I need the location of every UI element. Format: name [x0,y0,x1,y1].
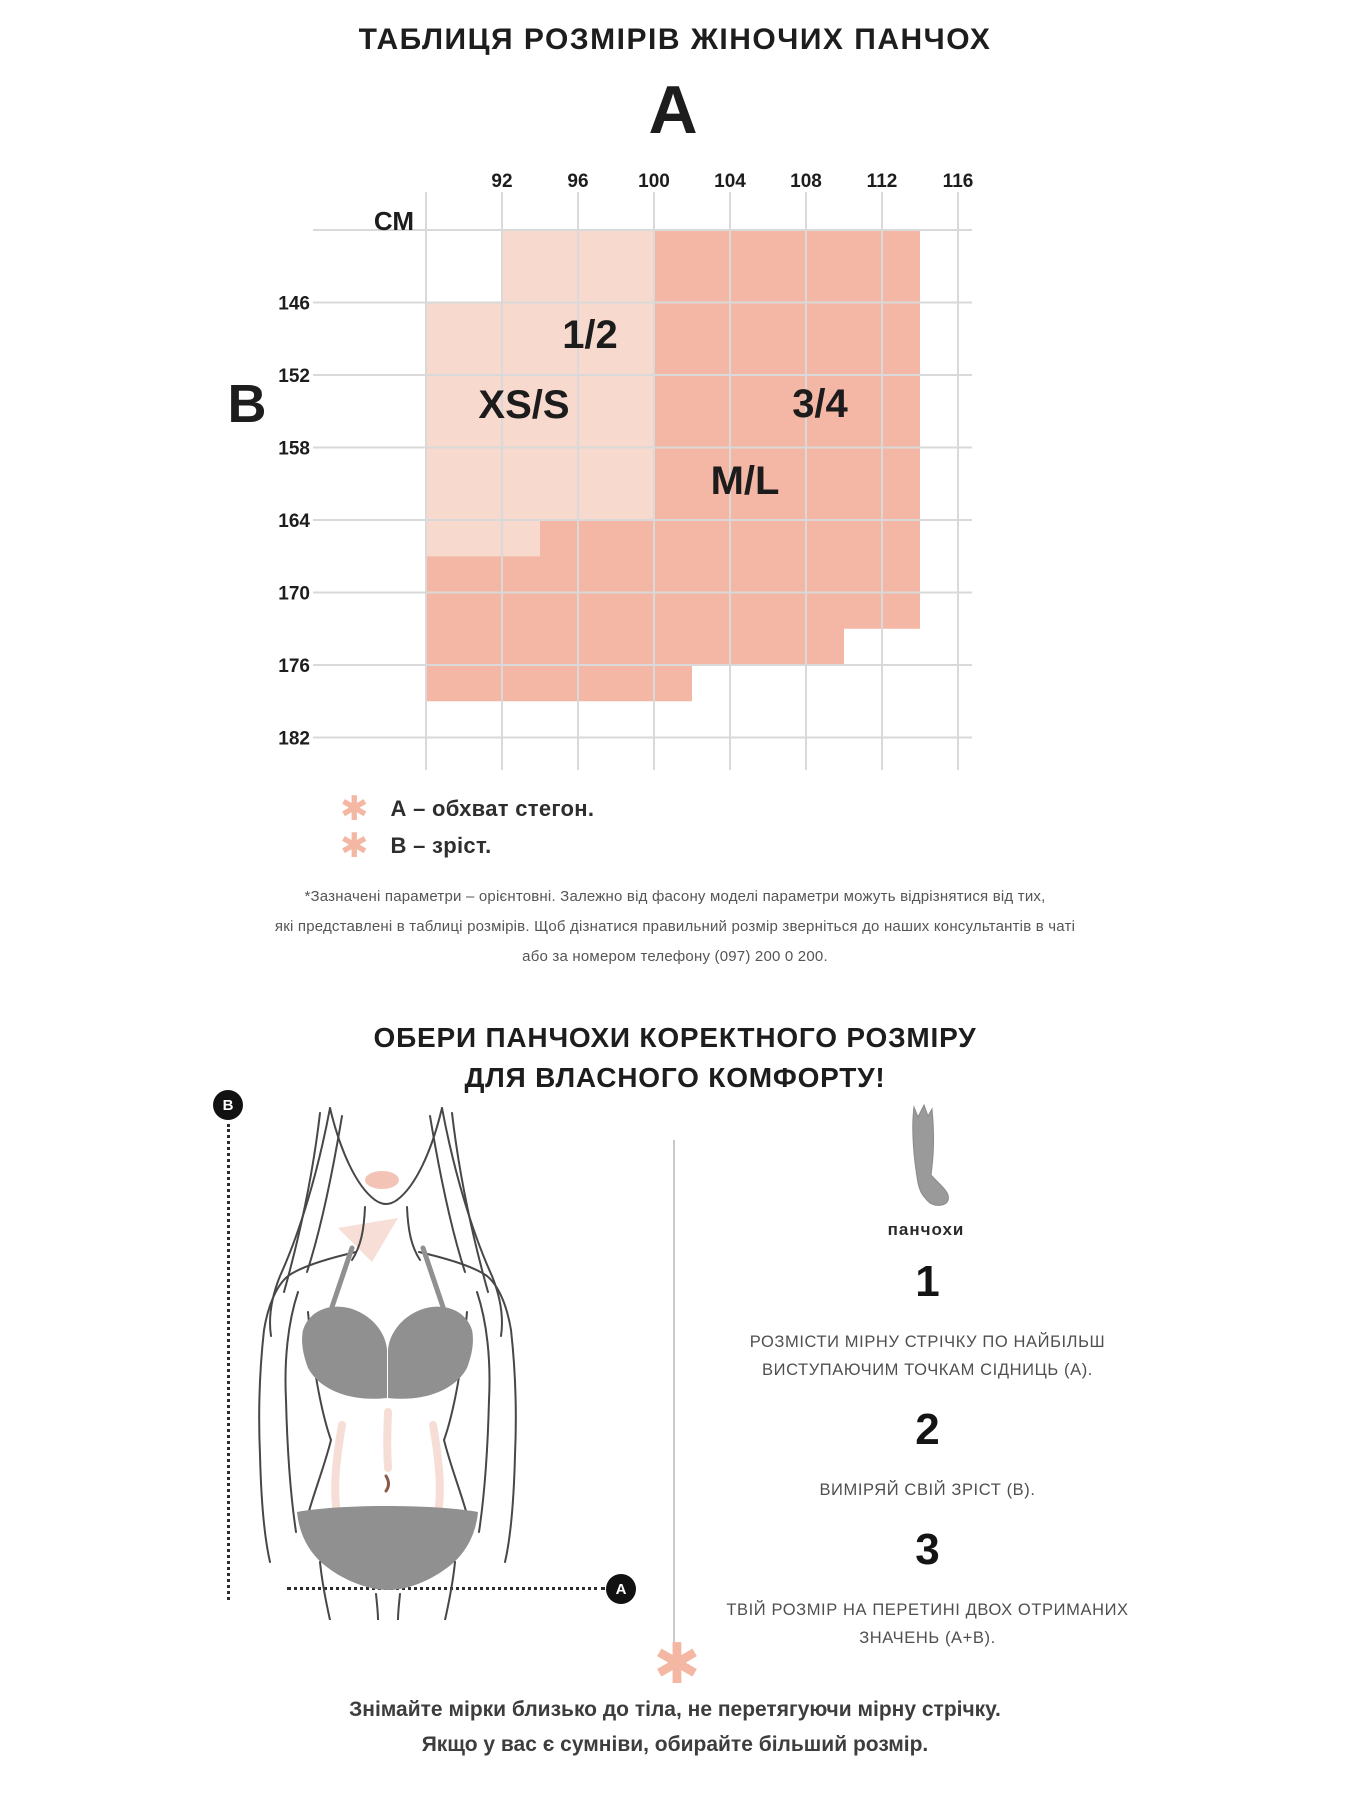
bottom-note-line1: Знімайте мірки близько до тіла, не перетягуючи мірну стрічку. [349,1698,1001,1721]
section2-title-line2: ДЛЯ ВЛАСНОГО КОМФОРТУ! [464,1062,886,1093]
step-number: 3 [915,1525,940,1574]
y-tick-label: 158 [278,438,310,460]
body-illustration [180,1080,700,1620]
x-tick-label: 108 [790,171,822,192]
x-tick-label: 112 [866,171,898,192]
footnote-line: або за номером телефону (097) 200 0 200. [522,948,828,965]
step-text-line: РОЗМІСТИ МІРНУ СТРІЧКУ ПО НАЙБІЛЬШ [749,1333,1106,1351]
step-text-line: ВИСТУПАЮЧИМ ТОЧКАМ СІДНИЦЬ (А). [762,1361,1093,1379]
region-label-1-2: 1/2 [562,313,618,357]
marker-a-letter: А [615,1580,627,1598]
unit-label: СМ [373,206,414,236]
y-tick-label: 182 [278,728,310,750]
footnote [0,882,1350,972]
region-label-3-4: 3/4 [792,382,848,426]
x-tick-label: 100 [638,171,670,192]
step-2 [655,1405,1200,1504]
y-tick-label: 176 [278,656,310,677]
bottom-note [0,1692,1350,1762]
region-label-M-L: M/L [710,459,780,503]
lips [365,1171,399,1189]
legend-row-b [340,829,492,863]
stocking-caption: панчохи [887,1220,965,1239]
axis-b-label: В [227,374,267,434]
step-1 [655,1257,1200,1384]
bra [302,1307,387,1399]
marker-b-letter: В [222,1096,234,1114]
step-text-line: ТВІЙ РОЗМІР НА ПЕРЕТИНІ ДВОХ ОТРИМАНИХ [726,1601,1129,1619]
legend-row-a [340,792,594,826]
legend-text-a: А – обхват стегон. [390,796,595,821]
step-text-line: ВИМІРЯЙ СВІЙ ЗРІСТ (В). [819,1481,1036,1499]
x-tick-label: 104 [714,171,746,192]
bottom-note-line2: Якщо у вас є сумніви, обирайте більший розмір. [421,1733,929,1756]
y-tick-label: 170 [278,583,310,605]
region-label-XS-S: XS/S [478,383,570,427]
footnote-line: які представлені в таблиці розмірів. Щоб дізнатися правильний розмір зверніться до наших консультантів в чаті [274,918,1076,935]
stocking-icon [880,1095,970,1220]
y-tick-label: 152 [278,366,310,387]
x-tick-label: 92 [491,171,513,192]
x-tick-label: 116 [942,171,974,192]
navel [386,1476,389,1491]
footnote-line: *Зазначені параметри – орієнтовні. Залежно від фасону моделі параметри можуть відрізнятися від тих, [304,888,1046,905]
axis-a-label: А [648,72,698,148]
step-3 [655,1525,1200,1652]
asterisk-icon: ✱ [653,1632,701,1695]
asterisk-icon: ✱ [340,790,369,828]
step-number: 1 [915,1257,940,1306]
section2-title-line1: ОБЕРИ ПАНЧОХИ КОРЕКТНОГО РОЗМІРУ [373,1022,977,1053]
y-tick-label: 146 [278,293,310,315]
panties [297,1506,478,1590]
y-tick-label: 164 [278,511,310,532]
page-title: ТАБЛИЦЯ РОЗМІРІВ ЖІНОЧИХ ПАНЧОХ [358,23,992,56]
asterisk-icon: ✱ [340,827,369,865]
measure-steps [655,1257,1200,1676]
step-text-line: ЗНАЧЕНЬ (А+В). [859,1629,996,1647]
step-number: 2 [915,1405,940,1454]
legend-text-b: В – зріст. [390,833,492,858]
x-tick-label: 96 [567,171,589,192]
